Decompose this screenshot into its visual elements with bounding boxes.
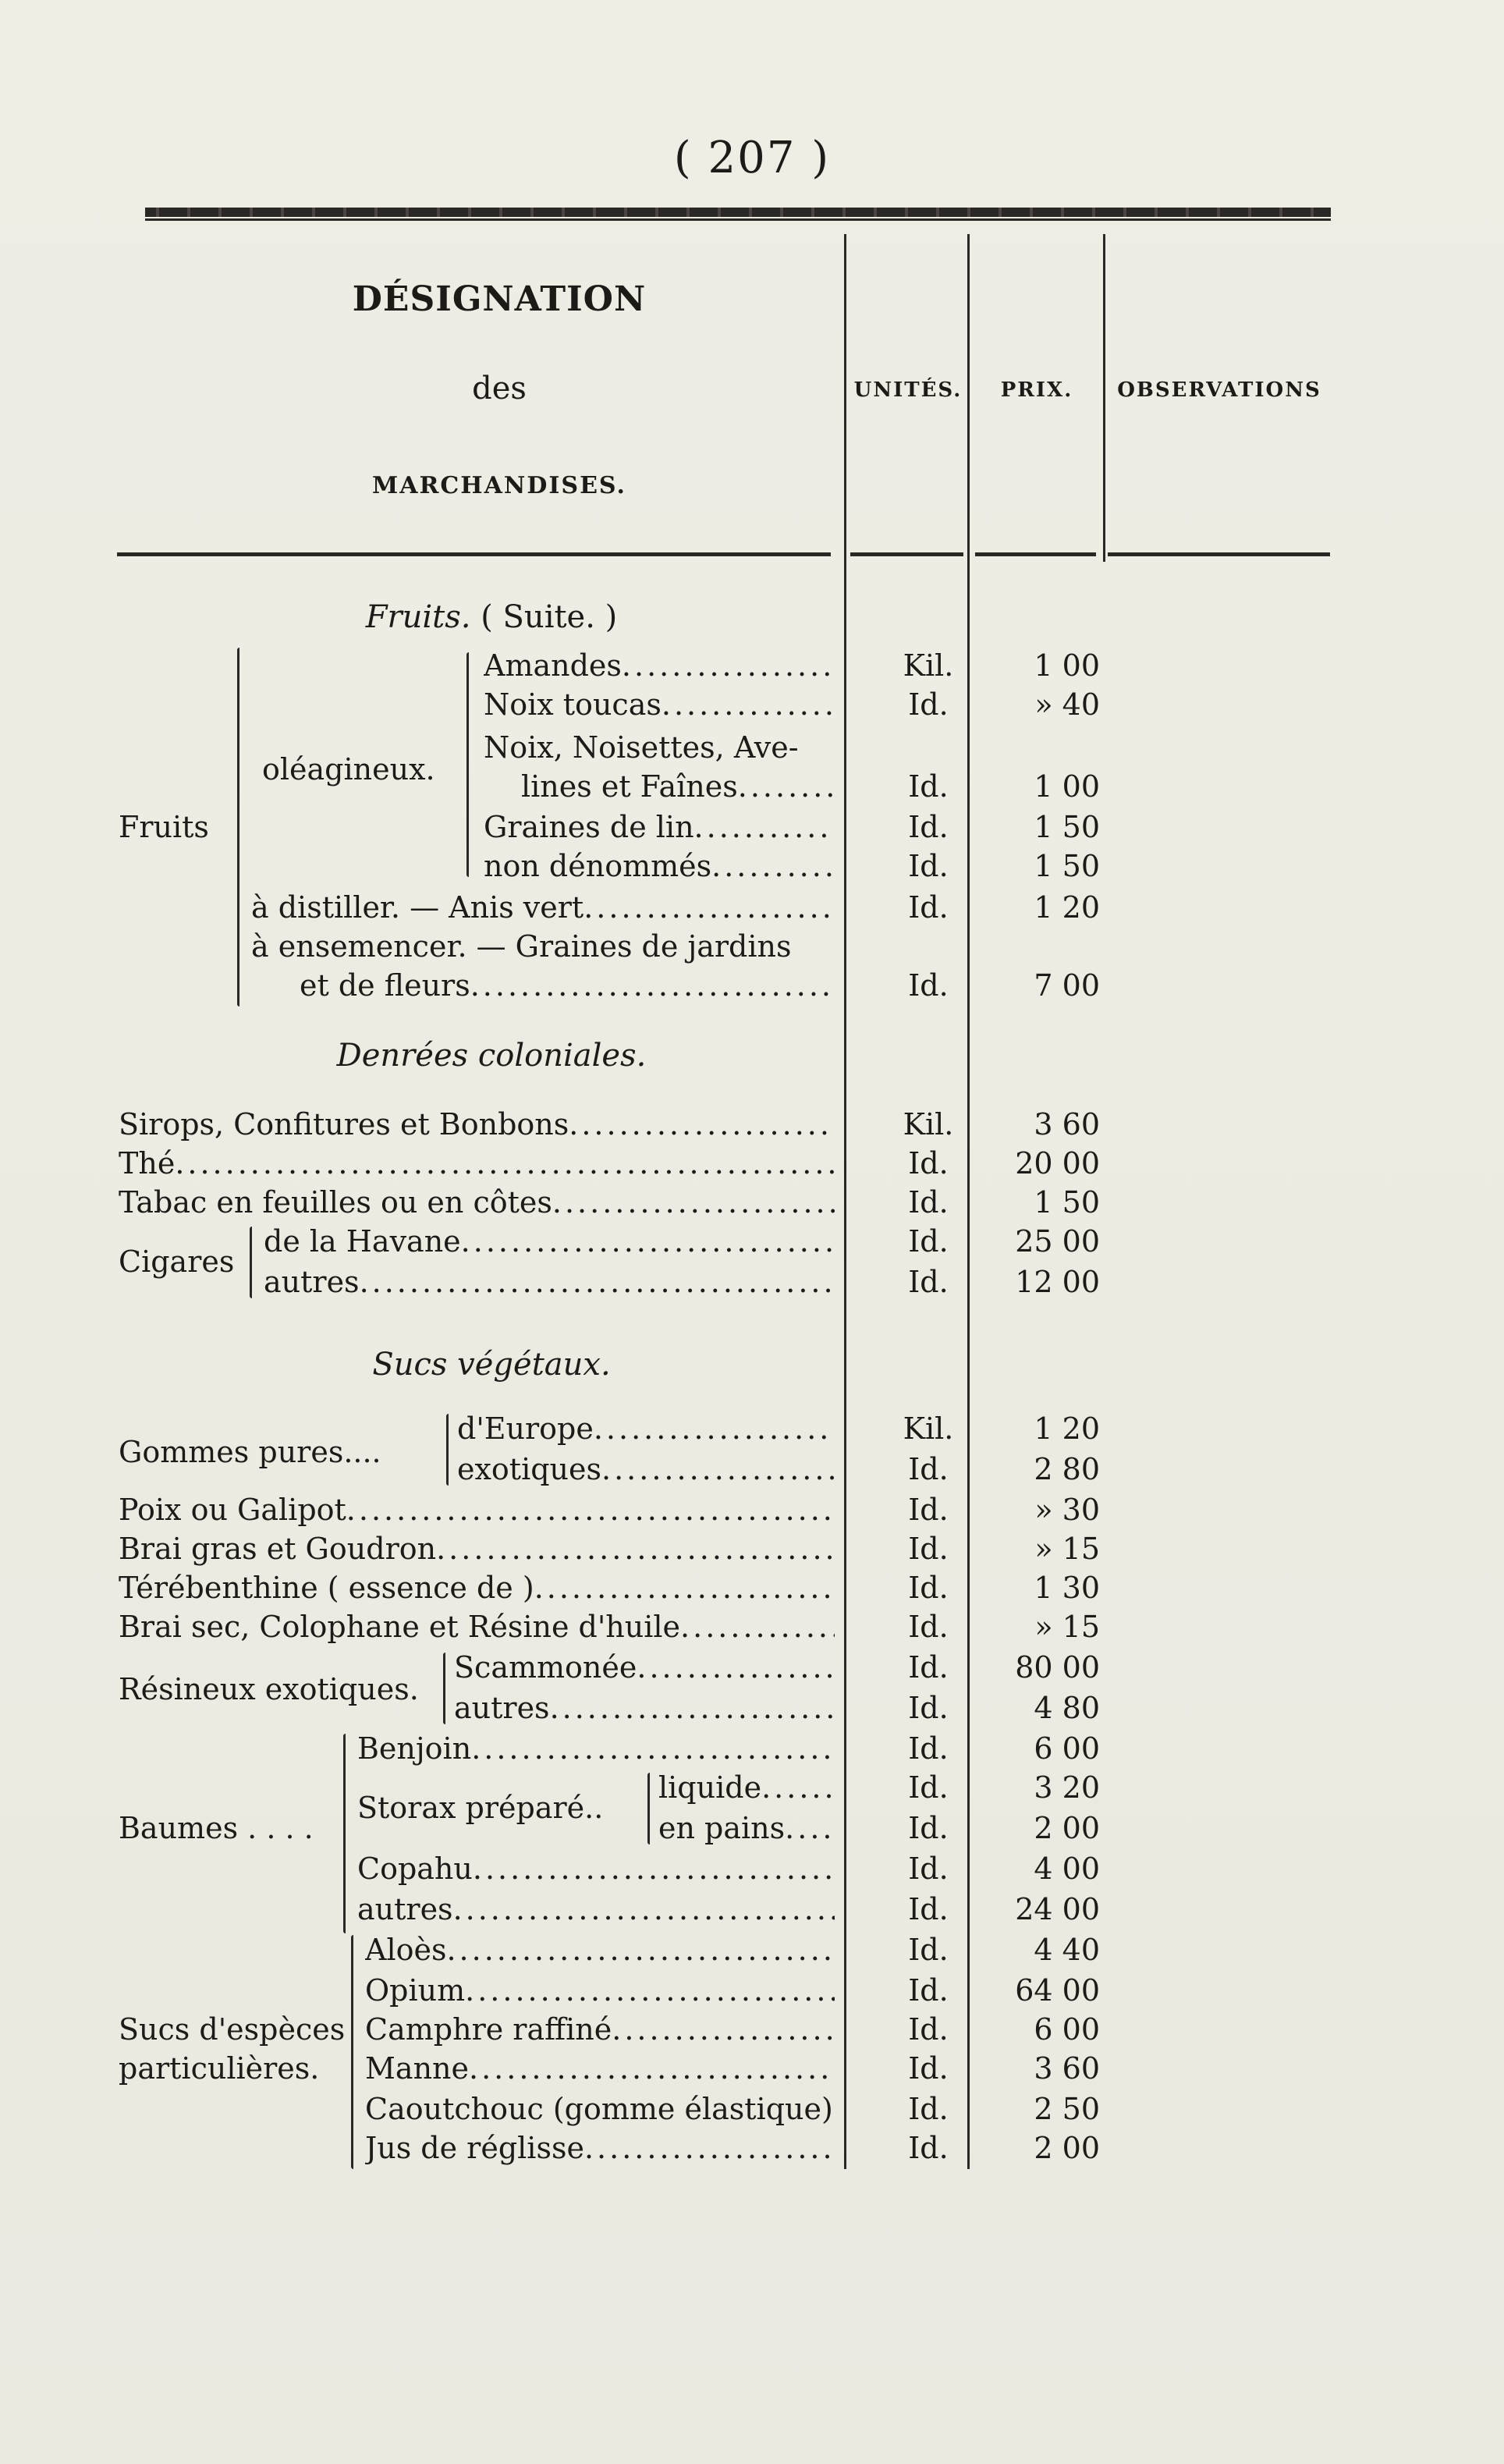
brace-baumes bbox=[343, 1734, 346, 1933]
row-fleurs: et de fleurs ..... bbox=[300, 967, 835, 1003]
row-opium: Opium ..... bbox=[365, 1972, 835, 2008]
price-scammonee: 80 00 bbox=[1015, 1650, 1100, 1685]
unit-sirops: Kil. bbox=[903, 1107, 954, 1141]
section-denrees-coloniales: Denrées coloniales. bbox=[336, 1038, 647, 1074]
unit-scammonee: Id. bbox=[908, 1650, 949, 1685]
price-manne: 3 60 bbox=[1034, 2051, 1100, 2086]
price-amandes: 1 00 bbox=[1034, 648, 1100, 683]
price-fleurs: 7 00 bbox=[1034, 968, 1100, 1003]
row-sirops: Sirops, Confitures et Bonbons ..... bbox=[119, 1106, 835, 1142]
price-storax-liquide: 3 20 bbox=[1034, 1770, 1100, 1805]
brace-fruits bbox=[237, 648, 239, 1007]
unit-noix-toucas: Id. bbox=[908, 687, 949, 722]
brace-gommes bbox=[446, 1414, 449, 1486]
price-storax-pains: 2 00 bbox=[1034, 1811, 1100, 1845]
price-non-denommes: 1 50 bbox=[1034, 849, 1100, 883]
price-the: 20 00 bbox=[1015, 1146, 1100, 1181]
price-benjoin: 6 00 bbox=[1034, 1731, 1100, 1766]
group-gommes: Gommes pures.... bbox=[119, 1435, 381, 1469]
header-des: des bbox=[472, 371, 527, 407]
unit-the: Id. bbox=[908, 1146, 949, 1181]
unit-brai-gras: Id. bbox=[908, 1532, 949, 1566]
price-tabac: 1 50 bbox=[1034, 1185, 1100, 1220]
header-rule-designation bbox=[117, 552, 831, 556]
group-cigares: Cigares bbox=[119, 1244, 235, 1279]
row-ensemencer: à ensemencer. — Graines de jardins bbox=[251, 929, 792, 964]
row-baumes-autres: autres ..... bbox=[357, 1891, 835, 1927]
price-havane: 25 00 bbox=[1015, 1224, 1100, 1259]
row-jus-reglisse: Jus de réglisse ..... bbox=[365, 2130, 835, 2166]
unit-aloes: Id. bbox=[908, 1933, 949, 1967]
unit-caoutchouc: Id. bbox=[908, 2092, 949, 2126]
row-tabac: Tabac en feuilles ou en côtes ..... bbox=[119, 1184, 835, 1220]
unit-opium: Id. bbox=[908, 1973, 949, 2008]
row-cigares-autres: autres ..... bbox=[264, 1264, 835, 1300]
price-camphre: 6 00 bbox=[1034, 2012, 1100, 2047]
unit-poix: Id. bbox=[908, 1493, 949, 1527]
header-designation: DÉSIGNATION bbox=[352, 279, 647, 319]
column-divider-units bbox=[844, 234, 846, 2169]
unit-benjoin: Id. bbox=[908, 1731, 949, 1766]
group-baumes: Baumes . . . . bbox=[119, 1811, 314, 1845]
row-noix-noisettes: Noix, Noisettes, Ave- bbox=[484, 730, 799, 765]
header-rule-units bbox=[850, 552, 963, 556]
group-oleagineux: oléagineux. bbox=[262, 752, 435, 786]
price-jus-reglisse: 2 00 bbox=[1034, 2131, 1100, 2165]
unit-cigares-autres: Id. bbox=[908, 1265, 949, 1299]
unit-tabac: Id. bbox=[908, 1185, 949, 1220]
unit-havane: Id. bbox=[908, 1224, 949, 1259]
row-scammonee: Scammonée ..... bbox=[454, 1649, 835, 1685]
unit-avelines: Id. bbox=[908, 769, 949, 804]
header-rule-observations bbox=[1108, 552, 1330, 556]
row-non-denommes: non dénommés ..... bbox=[484, 848, 835, 884]
row-amandes: Amandes ..... bbox=[484, 648, 835, 683]
row-anis-vert: à distiller. — Anis vert ..... bbox=[251, 889, 835, 925]
row-caoutchouc: Caoutchouc (gomme élastique) bbox=[365, 2092, 833, 2126]
row-storax-liquide: liquide ..... bbox=[658, 1770, 835, 1805]
unit-graines-lin: Id. bbox=[908, 810, 949, 844]
group-storax: Storax préparé.. bbox=[357, 1791, 604, 1825]
row-manne: Manne ..... bbox=[365, 2050, 835, 2086]
price-aloes: 4 40 bbox=[1034, 1933, 1100, 1967]
row-noix-toucas: Noix toucas ..... bbox=[484, 687, 835, 723]
row-terebenthine: Térébenthine ( essence de ) ..... bbox=[119, 1570, 835, 1606]
price-brai-gras: » 15 bbox=[1034, 1532, 1100, 1566]
row-resineux-autres: autres ..... bbox=[454, 1690, 835, 1726]
price-terebenthine: 1 30 bbox=[1034, 1571, 1100, 1605]
unit-copahu: Id. bbox=[908, 1852, 949, 1886]
header-marchandises: MARCHANDISES. bbox=[372, 472, 626, 499]
group-fruits: Fruits bbox=[119, 810, 209, 844]
row-poix: Poix ou Galipot ..... bbox=[119, 1492, 835, 1528]
row-brai-gras: Brai gras et Goudron ..... bbox=[119, 1531, 835, 1567]
group-sucs-especes-2: particulières. bbox=[119, 2051, 320, 2086]
group-resineux: Résineux exotiques. bbox=[119, 1672, 419, 1706]
row-copahu: Copahu ..... bbox=[357, 1851, 835, 1887]
price-exotiques: 2 80 bbox=[1034, 1452, 1100, 1486]
price-europe: 1 20 bbox=[1034, 1411, 1100, 1446]
unit-jus-reglisse: Id. bbox=[908, 2131, 949, 2165]
row-benjoin: Benjoin ..... bbox=[357, 1731, 835, 1766]
unit-brai-sec: Id. bbox=[908, 1610, 949, 1644]
unit-terebenthine: Id. bbox=[908, 1571, 949, 1605]
row-storax-pains: en pains ..... bbox=[658, 1810, 835, 1846]
row-exotiques: exotiques ..... bbox=[457, 1451, 835, 1487]
price-sirops: 3 60 bbox=[1034, 1107, 1100, 1141]
row-camphre: Camphre raffiné ..... bbox=[365, 2011, 835, 2047]
header-rule-price bbox=[975, 552, 1096, 556]
section-fruits-suite: ( Suite. ) bbox=[481, 599, 618, 635]
price-copahu: 4 00 bbox=[1034, 1852, 1100, 1886]
row-brai-sec: Brai sec, Colophane et Résine d'huile ..... bbox=[119, 1609, 835, 1645]
price-anis-vert: 1 20 bbox=[1034, 890, 1100, 925]
row-avelines: lines et Faînes ..... bbox=[521, 769, 835, 804]
column-divider-observations bbox=[1103, 234, 1105, 562]
unit-camphre: Id. bbox=[908, 2012, 949, 2047]
header-units: UNITÉS. bbox=[853, 378, 963, 402]
price-poix: » 30 bbox=[1034, 1493, 1100, 1527]
brace-oleagineux bbox=[466, 652, 469, 877]
brace-storax bbox=[647, 1773, 650, 1844]
brace-cigares bbox=[250, 1227, 252, 1298]
unit-baumes-autres: Id. bbox=[908, 1892, 949, 1926]
section-sucs-vegetaux: Sucs végétaux. bbox=[372, 1347, 611, 1383]
row-europe: d'Europe ..... bbox=[457, 1411, 835, 1447]
price-brai-sec: » 15 bbox=[1034, 1610, 1100, 1644]
header-observations: OBSERVATIONS bbox=[1117, 378, 1321, 402]
unit-anis-vert: Id. bbox=[908, 890, 949, 925]
row-havane: de la Havane ..... bbox=[264, 1223, 835, 1259]
unit-europe: Kil. bbox=[903, 1411, 954, 1446]
brace-resineux bbox=[443, 1653, 445, 1724]
unit-resineux-autres: Id. bbox=[908, 1691, 949, 1725]
section-fruits bbox=[140, 599, 842, 635]
top-rule bbox=[145, 208, 1331, 217]
price-opium: 64 00 bbox=[1015, 1973, 1100, 2008]
unit-non-denommes: Id. bbox=[908, 849, 949, 883]
row-graines-lin: Graines de lin ..... bbox=[484, 809, 835, 845]
price-cigares-autres: 12 00 bbox=[1015, 1265, 1100, 1299]
top-rule-thin bbox=[145, 218, 1331, 221]
unit-exotiques: Id. bbox=[908, 1452, 949, 1486]
price-resineux-autres: 4 80 bbox=[1034, 1691, 1100, 1725]
price-baumes-autres: 24 00 bbox=[1015, 1892, 1100, 1926]
page-number: ( 207 ) bbox=[673, 133, 831, 183]
price-avelines: 1 00 bbox=[1034, 769, 1100, 804]
brace-sucs-especes bbox=[351, 1935, 353, 2169]
row-aloes: Aloès ..... bbox=[365, 1932, 835, 1968]
group-sucs-especes-1: Sucs d'espèces bbox=[119, 2012, 346, 2047]
price-noix-toucas: » 40 bbox=[1034, 687, 1100, 722]
section-fruits-title: Fruits. bbox=[365, 599, 471, 635]
price-caoutchouc: 2 50 bbox=[1034, 2092, 1100, 2126]
unit-fleurs: Id. bbox=[908, 968, 949, 1003]
unit-manne: Id. bbox=[908, 2051, 949, 2086]
unit-storax-pains: Id. bbox=[908, 1811, 949, 1845]
header-price: PRIX. bbox=[1000, 378, 1073, 402]
price-graines-lin: 1 50 bbox=[1034, 810, 1100, 844]
row-the: Thé ..... bbox=[119, 1145, 835, 1181]
unit-storax-liquide: Id. bbox=[908, 1770, 949, 1805]
unit-amandes: Kil. bbox=[903, 648, 954, 683]
